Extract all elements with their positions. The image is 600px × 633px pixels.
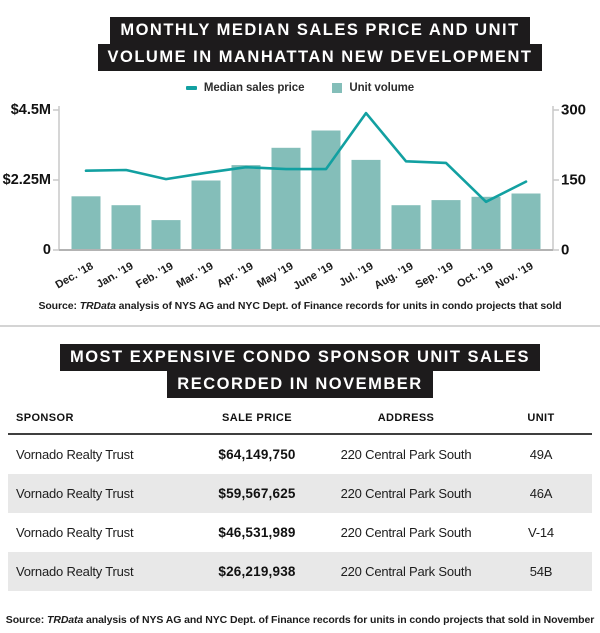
- legend-item-median-sales-price: [186, 82, 304, 94]
- source-brand: TRData: [79, 300, 116, 312]
- chart-title: [20, 17, 600, 71]
- legend-item-unit-volume: [332, 82, 414, 94]
- column-header-address: ADDRESS: [377, 412, 435, 424]
- unit-volume-bar: [312, 131, 341, 251]
- right-axis-tick-label: 0: [561, 241, 570, 259]
- section-divider: [0, 325, 600, 327]
- x-axis-label: May ’19: [255, 260, 296, 291]
- legend-label: Median sales price: [203, 82, 305, 94]
- combo-chart-area: [0, 95, 600, 295]
- unit-volume-bar: [272, 148, 301, 250]
- median-price-line: [86, 113, 526, 202]
- x-axis-label: Aug. ’19: [372, 260, 416, 292]
- column-header-sponsor: SPONSOR: [16, 412, 74, 424]
- table-header-row: [8, 403, 592, 435]
- x-axis-label: Feb. ’19: [134, 260, 176, 292]
- chart-source-note: [0, 300, 600, 312]
- sponsor-cell: Vornado Realty Trust: [16, 564, 134, 579]
- unit-volume-bar: [232, 165, 261, 250]
- left-axis-tick-label: $4.5M: [10, 102, 51, 118]
- square-marker-icon: [332, 83, 342, 93]
- legend-label: Unit volume: [349, 82, 415, 94]
- address-cell: 220 Central Park South: [340, 564, 472, 579]
- column-header-unit: UNIT: [527, 412, 555, 424]
- x-axis-label: Nov. ’19: [493, 260, 536, 292]
- x-axis-label: June ’19: [291, 260, 336, 293]
- unit-volume-bar: [472, 197, 501, 250]
- x-axis-label: Oct. ’19: [455, 260, 496, 291]
- sale-price-cell: $26,219,938: [218, 564, 296, 579]
- sales-table: [8, 403, 592, 591]
- unit-cell: 46A: [529, 486, 553, 501]
- source-label: Source:: [5, 614, 45, 626]
- sponsor-cell: Vornado Realty Trust: [16, 525, 134, 540]
- column-header-sale-price: SALE PRICE: [221, 412, 292, 424]
- left-axis-tick-label: 0: [42, 242, 51, 258]
- chart-legend: [0, 82, 600, 94]
- x-axis-label: Apr. ’19: [215, 260, 256, 291]
- sale-price-cell: $64,149,750: [218, 447, 296, 462]
- unit-cell: 54B: [529, 564, 553, 579]
- table-source-note: [0, 614, 600, 626]
- unit-volume-bar: [112, 205, 141, 250]
- x-axis-label: Sep. ’19: [413, 260, 456, 292]
- table-row: [8, 435, 592, 474]
- table-title-line-2: RECORDED IN NOVEMBER: [167, 371, 432, 398]
- unit-cell: V-14: [528, 525, 554, 540]
- unit-volume-bar: [392, 205, 421, 250]
- table-row: [8, 513, 592, 552]
- address-cell: 220 Central Park South: [340, 486, 472, 501]
- line-marker-icon: [186, 86, 197, 90]
- combo-chart: [0, 95, 600, 295]
- address-cell: 220 Central Park South: [340, 447, 472, 462]
- table-row: [8, 552, 592, 591]
- sponsor-cell: Vornado Realty Trust: [16, 447, 134, 462]
- source-text: analysis of NYS AG and NYC Dept. of Finance records for units in condo projects that sold: [118, 300, 562, 312]
- right-axis-tick-label: 300: [561, 101, 587, 119]
- unit-volume-bar: [192, 181, 221, 251]
- right-axis-tick-label: 150: [561, 171, 587, 189]
- x-axis-label: Dec. ’18: [53, 260, 96, 292]
- unit-volume-bar: [352, 160, 381, 250]
- unit-volume-bar: [512, 194, 541, 251]
- table-title: [0, 344, 600, 398]
- source-brand: TRData: [47, 614, 84, 626]
- chart-title-line-2: VOLUME IN MANHATTAN NEW DEVELOPMENT: [98, 44, 543, 71]
- source-label: Source:: [38, 300, 77, 312]
- unit-volume-bar: [72, 196, 101, 250]
- unit-volume-bar: [152, 220, 181, 250]
- table-title-line-1: MOST EXPENSIVE CONDO SPONSOR UNIT SALES: [60, 344, 540, 371]
- sale-price-cell: $46,531,989: [218, 525, 296, 540]
- x-axis-label: Mar. ’19: [174, 260, 216, 291]
- sponsor-cell: Vornado Realty Trust: [16, 486, 134, 501]
- source-text: analysis of NYS AG and NYC Dept. of Finance records for units in condo projects that sold in November: [86, 614, 595, 626]
- unit-cell: 49A: [529, 447, 553, 462]
- x-axis-label: Jan. ’19: [94, 260, 136, 291]
- table-row: [8, 474, 592, 513]
- chart-title-line-1: MONTHLY MEDIAN SALES PRICE AND UNIT: [110, 17, 529, 44]
- address-cell: 220 Central Park South: [340, 525, 472, 540]
- unit-volume-bar: [432, 200, 461, 250]
- x-axis-label: Jul. ’19: [337, 260, 376, 290]
- left-axis-tick-label: $2.25M: [2, 172, 51, 188]
- sale-price-cell: $59,567,625: [218, 486, 296, 501]
